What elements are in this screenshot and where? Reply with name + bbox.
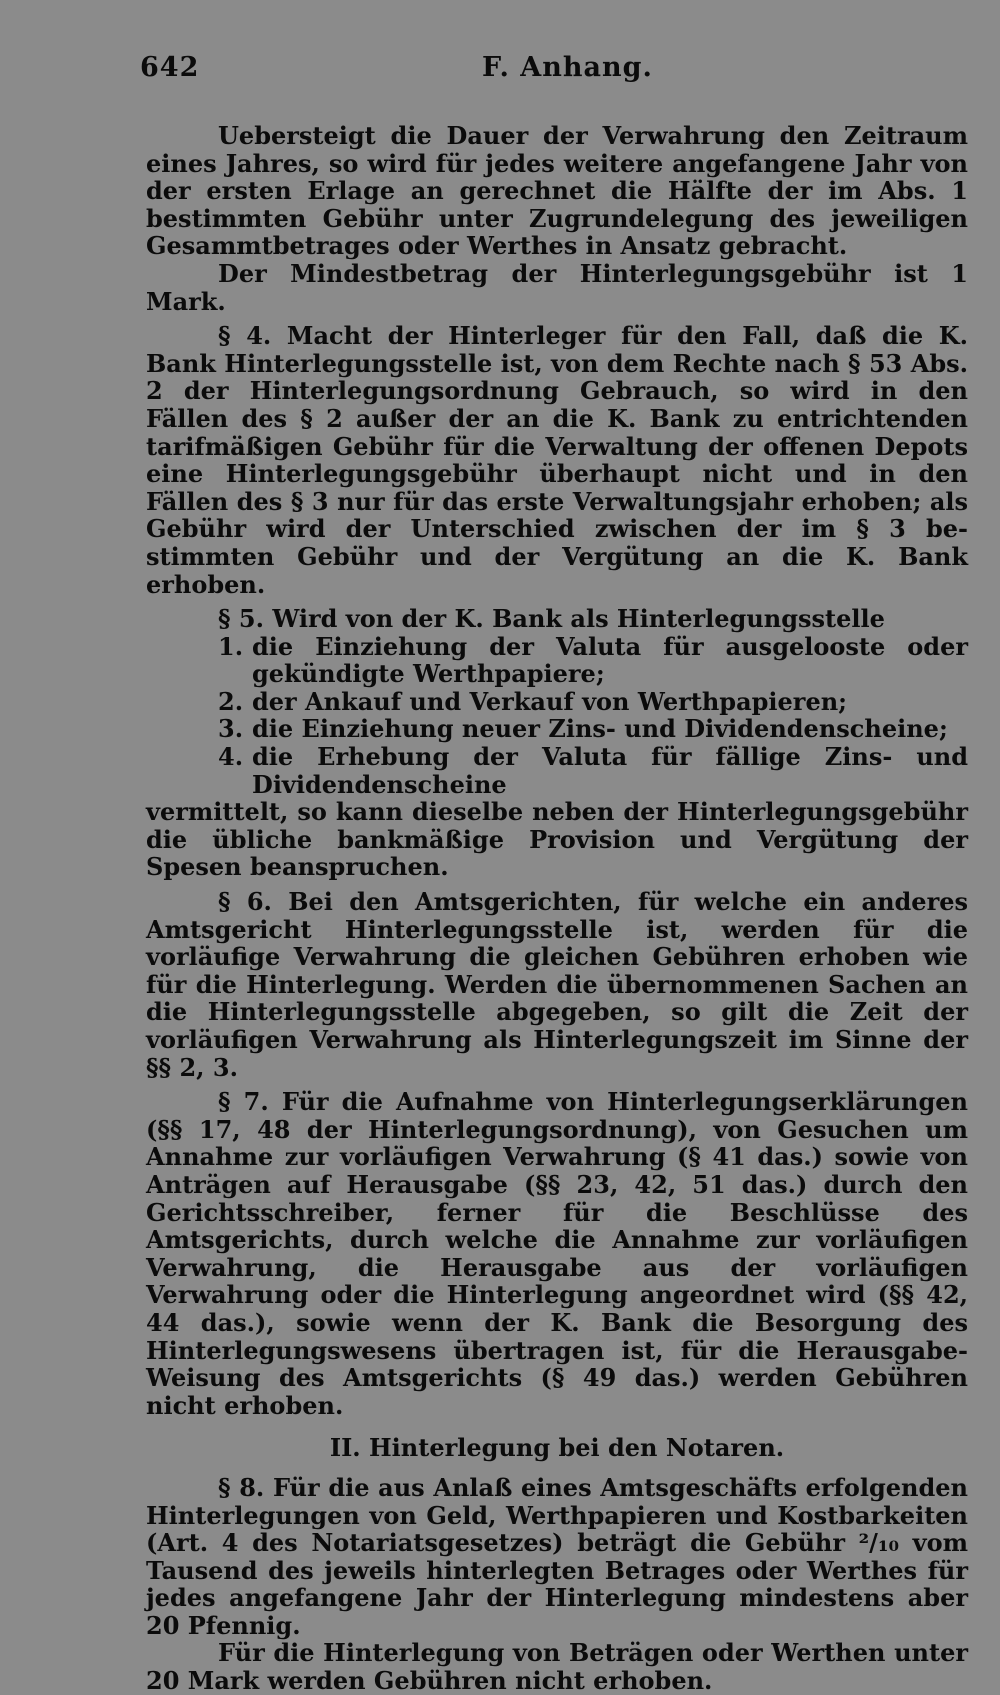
- paragraph-section-5: § 5. Wird von der K. Bank als Hinterlegungsstelle: [218, 604, 885, 634]
- paragraph-section-6: § 6. Bei den Amtsgerichten, für welche ein anderes Amtsgericht Hinterlegungsstelle ist, werden für die vorläufige Verwahrung die gleichen Gebühren erhoben wie für die Hinterlegung. Werden die übernommenen Sachen an die Hinterlegungsstelle abgegeben, so gilt die Zeit der vorläufigen Verwahrung als Hinterlegungszeit im Sinne der §§ 2, 3.: [146, 887, 968, 1082]
- list-item-number: 3.: [218, 714, 244, 744]
- section-5-list: [146, 633, 968, 799]
- list-item-text: die Einziehung der Valuta für ausgelooste oder gekündigte Werthpapiere;: [252, 631, 968, 689]
- list-item: [146, 743, 968, 798]
- section-heading: II. Hinterlegung bei den Notaren.: [329, 1433, 785, 1463]
- list-item-number: 4.: [218, 742, 244, 772]
- list-item-number: 2.: [218, 686, 244, 716]
- paragraph-section-7: § 7. Für die Aufnahme von Hinterlegungserklärungen (§§ 17, 48 der Hinterlegungsordnung), von Gesuchen um Annahme zur vorläufigen Verwahrung (§ 41 das.) sowie von Anträgen auf Herausgabe (§§ 23, 42, 51 das.) durch den Gerichtsschreiber, ferner für die Beschlüsse des Amtsgerichts, durch welche die Annahme zur vorläufigen Verwahrung, die Herausgabe aus der vorläufigen Verwahrung oder die Hinterlegung angeordnet wird (§§ 42, 44 das.), sowie wenn der K. Bank die Besorgung des Hinterlegungswesens übertragen ist, für die Herausgabe-Weisung des Amtsgerichts (§ 49 das.) werden Gebühren nicht erhoben.: [146, 1087, 968, 1420]
- paragraph-duration-excess: Uebersteigt die Dauer der Verwahrung den Zeitraum eines Jahres, so wird für jedes weitere angefangene Jahr von der ersten Erlage an gerechnet die Hälfte der im Abs. 1 bestimmten Gebühr unter Zugrundelegung des jeweiligen Gesammtbetrages oder Werthes in Ansatz gebracht.: [146, 121, 968, 261]
- running-head: F. Anhang.: [482, 52, 653, 83]
- list-item: [146, 715, 968, 743]
- paragraph-section-4: § 4. Macht der Hinterleger für den Fall, daß die K. Bank Hinterlegungsstelle ist, von dem Rechte nach § 53 Abs. 2 der Hinterlegungsordnung Gebrauch, so wird in den Fällen des § 2 außer der an die K. Bank zu entrichtenden tarifmäßigen Gebühr für die Verwaltung der offenen Depots eine Hinterlegungsgebühr überhaupt nicht und in den Fällen des § 3 nur für das erste Verwaltungsjahr erhoben; als Gebühr wird der Unterschied zwischen der im § 3 bestimmten Gebühr und der Vergütung an die K. Bank erhoben.: [146, 321, 968, 599]
- list-item-text: der Ankauf und Verkauf von Werthpapieren;: [252, 686, 848, 716]
- list-item: [146, 688, 968, 716]
- list-item: [146, 633, 968, 688]
- body-text: [146, 122, 968, 1695]
- paragraph-section-8: § 8. Für die aus Anlaß eines Amtsgeschäfts erfolgenden Hinterlegungen von Geld, Werthpapieren und Kostbarkeiten (Art. 4 des Notariatsgesetzes) beträgt die Gebühr ²/₁₀ vom Tausend des jeweils hinterlegten Betrages oder Werthes für jedes angefangene Jahr der Hinterlegung mindestens aber 20 Pfennig.: [146, 1472, 968, 1640]
- list-item-number: 1.: [218, 631, 244, 661]
- paragraph-minimum-fee: Der Mindestbetrag der Hinterlegungsgebühr ist 1 Mark.: [146, 258, 968, 316]
- list-item-text: die Erhebung der Valuta für fällige Zins- und Dividendenscheine: [252, 742, 968, 799]
- paragraph-small-amounts: Für die Hinterlegung von Beträgen oder Werthen unter 20 Mark werden Gebühren nicht erhoben.: [146, 1638, 968, 1695]
- page-number: 642: [140, 52, 200, 83]
- list-item-text: die Einziehung neuer Zins- und Dividendenscheine;: [252, 714, 948, 744]
- paragraph-section-5-continued: vermittelt, so kann dieselbe neben der Hinterlegungsgebühr die übliche bankmäßige Provision und Vergütung der Spesen beanspruchen.: [146, 797, 968, 882]
